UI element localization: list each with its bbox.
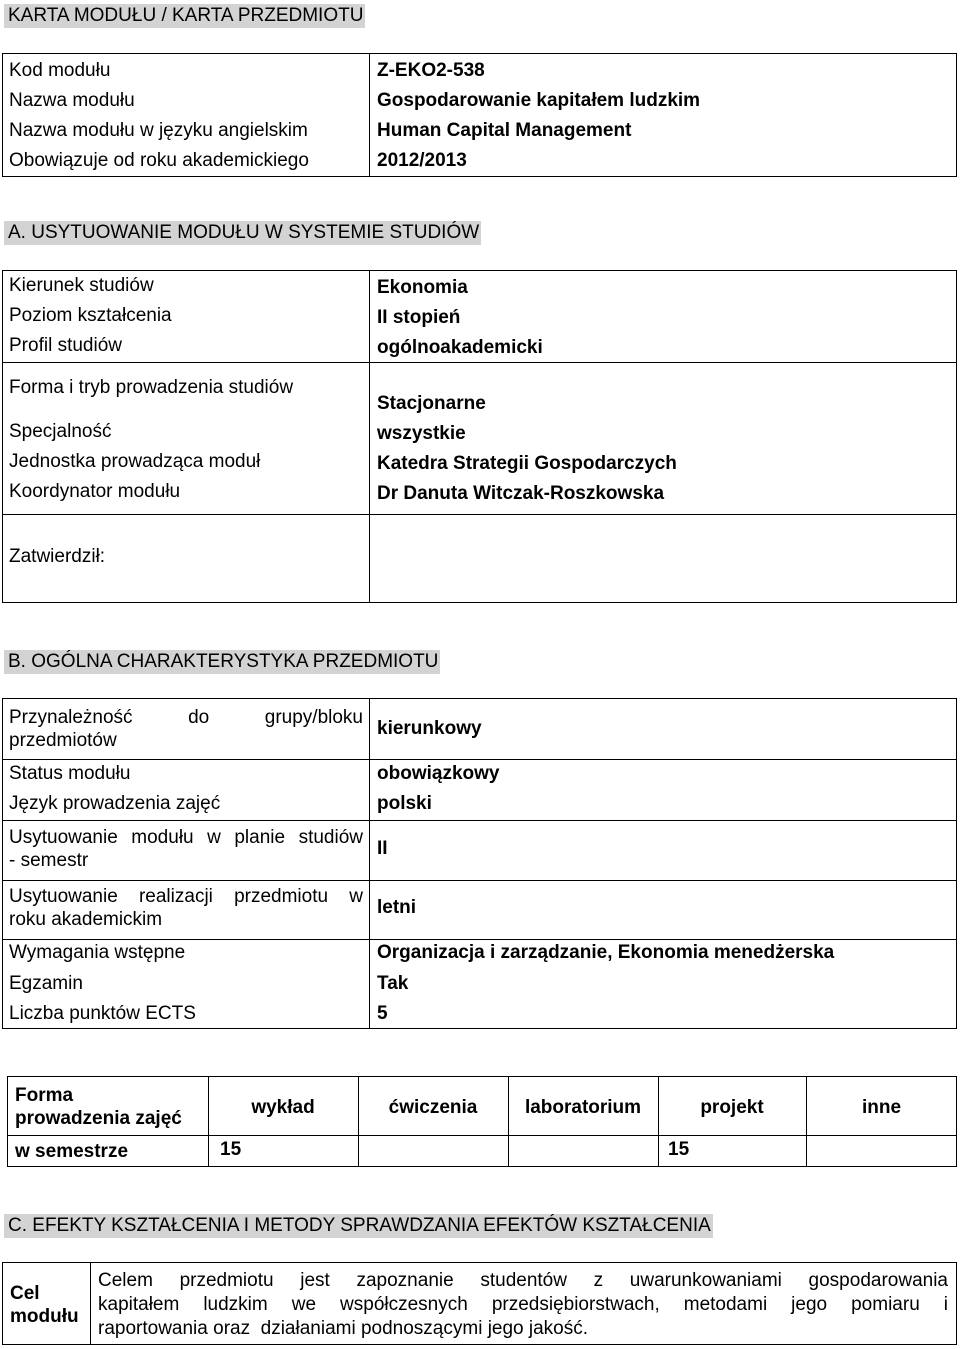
col-separator bbox=[508, 1076, 509, 1167]
goal-text-line: Celem przedmiotu jest zapoznanie studentów z uwarunkowaniami gospodarowania bbox=[98, 1270, 948, 1291]
exam-value: Tak bbox=[377, 973, 409, 994]
coordinator-value: Dr Danuta Witczak-Roszkowska bbox=[377, 483, 665, 504]
module-code-label: Kod modułu bbox=[9, 60, 111, 81]
study-profile-value: ogólnoakademicki bbox=[377, 337, 543, 358]
lecture-hours: 15 bbox=[220, 1139, 242, 1160]
section-b-title: B. OGÓLNA CHARAKTERYSTYKA PRZEDMIOTU bbox=[4, 650, 440, 674]
language-label: Język prowadzenia zajęć bbox=[9, 793, 221, 814]
study-form-label: Forma i tryb prowadzenia studiów bbox=[9, 377, 294, 398]
row-separator bbox=[2, 759, 957, 760]
education-level-value: II stopień bbox=[377, 307, 461, 328]
module-name-en-value: Human Capital Management bbox=[377, 120, 632, 141]
semester-label: Usytuowanie modułu w planie studiów bbox=[9, 827, 363, 848]
goal-label-cont: modułu bbox=[10, 1306, 79, 1327]
field-of-study-value: Ekonomia bbox=[377, 277, 468, 298]
row-separator bbox=[2, 939, 957, 940]
col-separator bbox=[208, 1076, 209, 1167]
section-c-title: C. EFEKTY KSZTAŁCENIA I METODY SPRAWDZANIA EFEKTÓW KSZTAŁCENIA bbox=[4, 1214, 713, 1238]
class-form-header-label: Forma bbox=[15, 1085, 74, 1106]
class-form-header-label-cont: prowadzenia zajęć bbox=[15, 1108, 182, 1129]
study-placement-divider bbox=[369, 270, 370, 603]
row-separator bbox=[2, 514, 957, 515]
section-a-title: A. USYTUOWANIE MODUŁU W SYSTEMIE STUDIÓW bbox=[4, 221, 481, 245]
row-separator bbox=[2, 880, 957, 881]
module-code-value: Z-EKO2-538 bbox=[377, 60, 485, 81]
ects-label: Liczba punktów ECTS bbox=[9, 1003, 196, 1024]
course-group-label-cont: przedmiotów bbox=[9, 730, 117, 751]
semester-row-label: w semestrze bbox=[15, 1141, 129, 1162]
module-name-value: Gospodarowanie kapitałem ludzkim bbox=[377, 90, 701, 111]
col-separator bbox=[658, 1076, 659, 1167]
academic-year-value: 2012/2013 bbox=[377, 150, 467, 171]
row-separator bbox=[2, 362, 957, 363]
responsible-unit-value: Katedra Strategii Gospodarczych bbox=[377, 453, 677, 474]
goal-text-line: kapitałem ludzkim we współczesnych przedsiębiorstwach, metodami jego pomiaru i bbox=[98, 1294, 948, 1315]
column-lecture: wykład bbox=[251, 1097, 315, 1118]
goal-divider bbox=[90, 1262, 91, 1345]
coordinator-label: Koordynator modułu bbox=[9, 481, 181, 502]
academic-year-realization-value: letni bbox=[377, 897, 417, 918]
document-title: KARTA MODUŁU / KARTA PRZEDMIOTU bbox=[4, 4, 365, 28]
module-name-label: Nazwa modułu bbox=[9, 90, 135, 111]
language-value: polski bbox=[377, 793, 432, 814]
goal-label: Cel bbox=[10, 1283, 40, 1304]
module-name-en-label: Nazwa modułu w języku angielskim bbox=[9, 120, 308, 141]
study-form-value: Stacjonarne bbox=[377, 393, 486, 414]
course-group-label: Przynależność do grupy/bloku bbox=[9, 707, 363, 728]
prerequisites-label: Wymagania wstępne bbox=[9, 942, 186, 963]
row-separator bbox=[2, 820, 957, 821]
education-level-label: Poziom kształcenia bbox=[9, 305, 172, 326]
column-laboratory: laboratorium bbox=[524, 1097, 642, 1118]
approved-by-label: Zatwierdził: bbox=[9, 546, 106, 567]
course-characteristics-table bbox=[2, 698, 957, 1029]
module-info-divider bbox=[369, 53, 370, 177]
semester-label-cont: - semestr bbox=[9, 850, 89, 871]
col-separator bbox=[358, 1076, 359, 1167]
column-other: inne bbox=[861, 1097, 902, 1118]
field-of-study-label: Kierunek studiów bbox=[9, 275, 154, 296]
laboratory-hours: 15 bbox=[668, 1139, 690, 1160]
course-characteristics-divider bbox=[369, 698, 370, 1029]
course-group-value: kierunkowy bbox=[377, 718, 482, 739]
semester-value: II bbox=[377, 838, 388, 859]
responsible-unit-label: Jednostka prowadząca moduł bbox=[9, 451, 261, 472]
study-profile-label: Profil studiów bbox=[9, 335, 122, 356]
col-separator bbox=[806, 1076, 807, 1167]
ects-value: 5 bbox=[377, 1003, 388, 1024]
goal-text-line: raportowania oraz działaniami podnoszącymi jego jakość. bbox=[98, 1318, 589, 1339]
academic-year-label: Obowiązuje od roku akademickiego bbox=[9, 150, 309, 171]
exam-label: Egzamin bbox=[9, 973, 83, 994]
specialization-value: wszystkie bbox=[377, 423, 466, 444]
module-status-value: obowiązkowy bbox=[377, 763, 500, 784]
academic-year-realization-label-cont: roku akademickim bbox=[9, 909, 163, 930]
column-project: projekt bbox=[700, 1097, 764, 1118]
prerequisites-value: Organizacja i zarządzanie, Ekonomia menedżerska bbox=[377, 942, 835, 963]
column-exercises: ćwiczenia bbox=[388, 1097, 478, 1118]
specialization-label: Specjalność bbox=[9, 421, 112, 442]
academic-year-realization-label: Usytuowanie realizacji przedmiotu w bbox=[9, 886, 363, 907]
module-status-label: Status modułu bbox=[9, 763, 131, 784]
row-separator bbox=[7, 1135, 957, 1136]
